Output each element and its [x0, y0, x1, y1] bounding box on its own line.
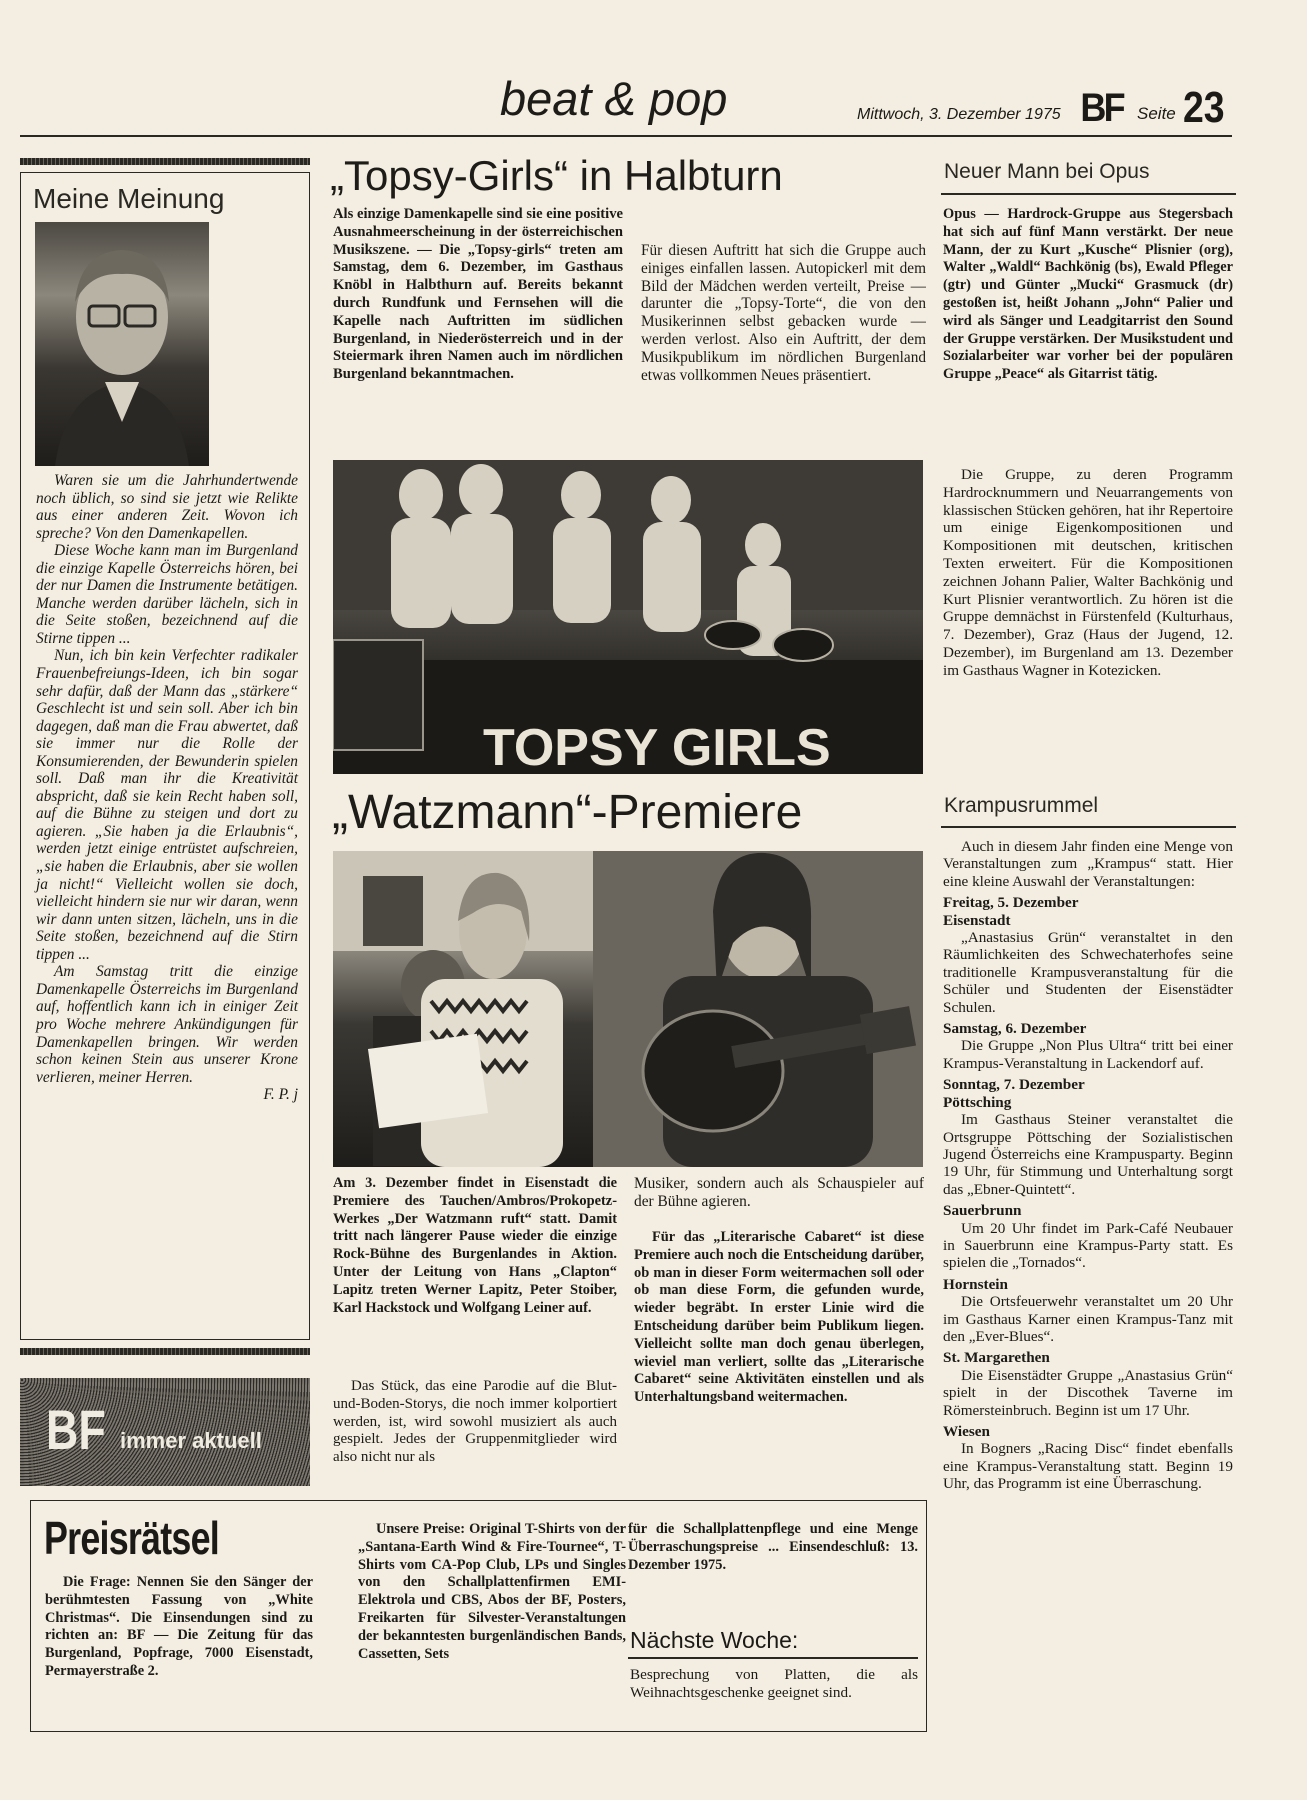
author-portrait — [35, 222, 209, 466]
next-week-text: Besprechung von Platten, die als Weihnachtsgeschenke geeignet sind. — [630, 1666, 918, 1701]
preisraetsel-title: Preisrätsel — [44, 1512, 219, 1564]
event-date: Freitag, 5. Dezember — [943, 894, 1079, 912]
event-text: In Bogners „Racing Disc“ findet ebenfalls eine Krampus-Veranstaltung statt. Beginn 19 Uhr, das Programm ist eine Überraschung. — [943, 1440, 1233, 1493]
event-text: Um 20 Uhr findet im Park-Café Neubauer in Sauerbrunn eine Krampus-Party statt. Es spielen die „Tornados“. — [943, 1219, 1233, 1272]
krampus-event — [943, 1020, 1233, 1072]
event-place: St. Margarethen — [943, 1349, 1050, 1367]
event-place: Sauerbrunn — [943, 1202, 1022, 1220]
ad-slogan: immer aktuell — [120, 1428, 262, 1453]
bf-logo: BF — [1080, 86, 1123, 130]
issue-date: Mittwoch, 3. Dezember 1975 — [857, 106, 1061, 123]
event-place: Pöttsching — [943, 1093, 1012, 1111]
topsy-banner-text: TOPSY GIRLS — [483, 719, 831, 774]
section-title: beat & pop — [500, 72, 728, 125]
meinung-paragraph: Waren sie um die Jahrhundertwende noch üblich, so sind sie jetzt wie Relikte aus einer anderen Zeit. Wovon ich spreche? Von den Damenkapellen. — [36, 472, 298, 542]
watzmann-col1: Am 3. Dezember findet in Eisenstadt die Premiere des Tauchen/Ambros/Prokopetz-Werkes „Der Watzmann ruft“ statt. Damit tritt nach längerer Pause wieder die einzige Rock-Bühne des Burgenlandes in Aktion. Unter der Leitung von Hans „Clapton“ Lapitz treten Werner Lapitz, Peter Stoiber, Karl Hackstock und Wolfgang Leiner auf. — [333, 1175, 617, 1316]
header-rule — [20, 135, 1232, 137]
event-place: Wiesen — [943, 1423, 990, 1440]
preisraetsel-question: Die Frage: Nennen Sie den Sänger der berühmtesten Fassung von „White Christmas“. Die Einsendungen sind zu richten an: BF — Die Zeitung für das Burgenland, Popfrage, 7000 Eisenstadt, Permayerstraße 2. — [45, 1574, 313, 1679]
preisraetsel-deadline: für die Schallplattenpflege und eine Menge Überraschungspreise ... Einsendeschluß: 13. Dezember 1975. — [628, 1521, 918, 1573]
krampus-event — [943, 1076, 1233, 1198]
watzmann-col2b: Für das „Literarische Cabaret“ ist diese Premiere auch noch die Entscheidung darüber, ob man in dieser Form weitermachen soll oder ob man diese Form, die gefunden wurde, wieder begräbt. In erster Linie wird die Entscheidung darüber beim Publikum liegen. Vielleicht sollte man doch genau überlegen, wieviel man verliert, sollte das „Literarische Cabaret“ seine Aktivitäten einstellen und als Unterhaltungsband weitermachen. — [634, 1229, 924, 1406]
opus-paragraph-2: Die Gruppe, zu deren Programm Hardrocknummern und Neuarrangements von klassischen Stücken gehören, hat ihr Repertoire um einige Eigenkompositionen und Kompositionen mit deutschen, kritischen Texten erweitert. Für die Kompositionen zeichnen Johann Palier, Walter Bachkönig und Kurt Plisnier verantwortlich. Zu hören ist die Gruppe demnächst in Fürstenfeld (Kulturhaus, 7. Dezember), Graz (Haus der Jugend, 12. Dezember), im Burgenland am 13. Dezember im Gasthaus Wagner in Kotezicken. — [943, 466, 1233, 679]
next-week-title: Nächste Woche: — [630, 1627, 799, 1653]
meinung-bottom-rule — [20, 1348, 310, 1355]
event-place: Eisenstadt — [943, 911, 1011, 929]
event-text: „Anastasius Grün“ veranstaltet in den Räumlichkeiten des Schwechaterhofes seine traditionelle Krampusveranstaltung für die Schüler und Studenten der Eisenstädter Schulen. — [943, 929, 1233, 1016]
watzmann-col1b: Das Stück, das eine Parodie auf die Blut-und-Boden-Storys, die noch immer kolportiert werden, ist, wird sowohl musiziert als auch gespielt. Jedes der Gruppenmitglieder wird also nicht nur als — [333, 1378, 617, 1466]
ad-logo: BF — [46, 1398, 106, 1461]
topsy-col2: Für diesen Auftritt hat sich die Gruppe auch einiges einfallen lassen. Autopickerl mit dem Bild der Mädchen werden verteilt, Preise — darunter die „Topsy-Torte“, die von den Musikerinnen selbst gebacken wurde — werden verlost. Also ein Auftritt, der dem Musikpublikum im nördlichen Burgenland etwas vollkommen Neues präsentiert. — [641, 242, 926, 384]
krampus-title: Krampusrummel — [944, 794, 1099, 817]
event-text: Die Ortsfeuerwehr veranstaltet um 20 Uhr im Gasthaus Karner einen Krampus-Tanz mit den „Ever-Blues“. — [943, 1293, 1233, 1345]
krampus-event — [943, 1202, 1233, 1272]
krampus-list — [943, 838, 1233, 1738]
krampus-event — [943, 1349, 1233, 1419]
krampus-intro: Auch in diesem Jahr finden eine Menge von Veranstaltungen zum „Krampus“ statt. Hier eine kleine Auswahl der Veranstaltungen: — [943, 838, 1233, 890]
meinung-text — [36, 472, 298, 1104]
page-label: Seite — [1137, 104, 1176, 123]
portrait-illustration — [35, 222, 209, 466]
topsy-girls-photo — [333, 460, 923, 774]
preisraetsel-prizes: Unsere Preise: Original T-Shirts von der „Santana-Earth Wind & Fire-Tournee“, T-Shirts vom CA-Pop Club, LPs und Singles von den Schallplattenfirmen EMI-Elektrola und CBS, Abos der BF, Posters, Freikarten für Silvester-Veranstaltungen der bekanntesten burgenländischen Bands, Cassetten, Sets — [358, 1521, 626, 1662]
page-number: 23 — [1183, 83, 1225, 132]
next-week-rule — [628, 1657, 918, 1659]
meinung-paragraph: Diese Woche kann man im Burgenland die einzige Kapelle Österreichs hören, bei der nur Damen die Instrumente betätigen. Manche werden darüber lächeln, sich in die Seite stoßen, bezeichnend auf die Stirne tippen ... — [36, 542, 298, 647]
watzmann-photo — [333, 851, 923, 1167]
meinung-paragraph: Am Samstag tritt die einzige Damenkapelle Österreichs im Burgenland auf, hoffentlich kann ich in einiger Zeit pro Woche mehrere Ankündigungen für Damenkapellen bringen. Wir werden schon keinen Stein aus unserer Krone verlieren, meiner Herren. — [36, 963, 298, 1086]
krampus-title-rule — [941, 826, 1236, 828]
event-text: Im Gasthaus Steiner veranstaltet die Ortsgruppe Pöttsching der Sozialistischen Jugend Österreichs eine Krampusparty. Beginn 19 Uhr, für Stimmung und Unterhaltung sorgt das „Ebner-Quintett“. — [943, 1111, 1233, 1198]
meinung-signature: F. P. j — [263, 1086, 298, 1104]
musicians-illustration — [333, 851, 923, 1167]
topsy-headline: „Topsy-Girls“ in Halbturn — [330, 152, 783, 199]
opus-title-rule — [941, 193, 1236, 195]
watzmann-col2: Musiker, sondern auch als Schauspieler auf der Bühne agieren. — [634, 1175, 924, 1210]
krampus-event — [943, 1423, 1233, 1493]
bf-ad[interactable] — [20, 1378, 310, 1486]
band-stage-illustration — [333, 460, 923, 774]
event-text: Die Eisenstädter Gruppe „Anastasius Grün“ spielt in der Discothek Taverne im Römersteinbruch. Beginn ist um 17 Uhr. — [943, 1366, 1233, 1419]
krampus-event — [943, 894, 1233, 1016]
opus-title: Neuer Mann bei Opus — [944, 160, 1150, 183]
event-date: Samstag, 6. Dezember — [943, 1020, 1087, 1038]
watzmann-headline: „Watzmann“-Premiere — [332, 786, 803, 839]
event-text: Die Gruppe „Non Plus Ultra“ tritt bei einer Krampus-Veranstaltung in Lackendorf auf. — [943, 1037, 1233, 1072]
krampus-event — [943, 1276, 1233, 1346]
meinung-paragraph: Nun, ich bin kein Verfechter radikaler Frauenbefreiungs-Ideen, ich bin sogar sehr dafür, daß der Mann das „stärkere“ Geschlecht ist und sein soll. Aber ich bin dagegen, daß man die Frau abwertet, daß sie immer nur die Rolle der Konsumierenden, der Bewunderin spielen soll. Daß man ihr die Kreativität abspricht, daß sie kein Recht haben soll, auf die Bühne zu steigen und dort zu agieren. „Sie haben ja die Erlaubnis“, werden jetzt einige entrüstet aufschreien, „sie haben die Erlaubnis, aber sie wollen ja nicht!“ Vielleicht wollen sie doch, vielleicht hindern sie nur wir daran, wenn wir dann unten sitzen, lächeln, uns in die Seite stoßen, bezeichnend auf die Stirn tippen ... — [36, 647, 298, 963]
opus-paragraph-1: Opus — Hardrock-Gruppe aus Stegersbach hat sich auf fünf Mann verstärkt. Der neue Mann, der zu Kurt „Kusche“ Plisnier (org), Walter „Waldl“ Bachkönig (bs), Ewald Pfleger (gtr) und Günter „Mucki“ Grasmuck (dr) gestoßen ist, heißt Johann „John“ Palier und wird als Sänger und Leadgitarrist den Sound der Gruppe verstärken. Der Musikstudent und Sozialarbeiter war vorher bei der populären Gruppe „Peace“ als Gitarrist tätig. — [943, 206, 1233, 383]
meinung-top-rule — [20, 158, 310, 165]
topsy-col1: Als einzige Damenkapelle sind sie eine positive Ausnahmeerscheinung in der österreichischen Musikszene. — Die „Topsy-girls“ treten am Samstag, dem 6. Dezember, im Gasthaus Knöbl in Halbthurn auf. Bereits bekannt durch Rundfunk und Fernsehen will die Kapelle nach Auftritten im südlichen Burgenland, in Niederösterreich und in der Steiermark ihren Namen auch im nördlichen Burgenland bekanntmachen. — [333, 206, 623, 383]
event-place: Hornstein — [943, 1275, 1008, 1293]
meinung-title: Meine Meinung — [33, 183, 225, 214]
event-date: Sonntag, 7. Dezember — [943, 1076, 1085, 1094]
